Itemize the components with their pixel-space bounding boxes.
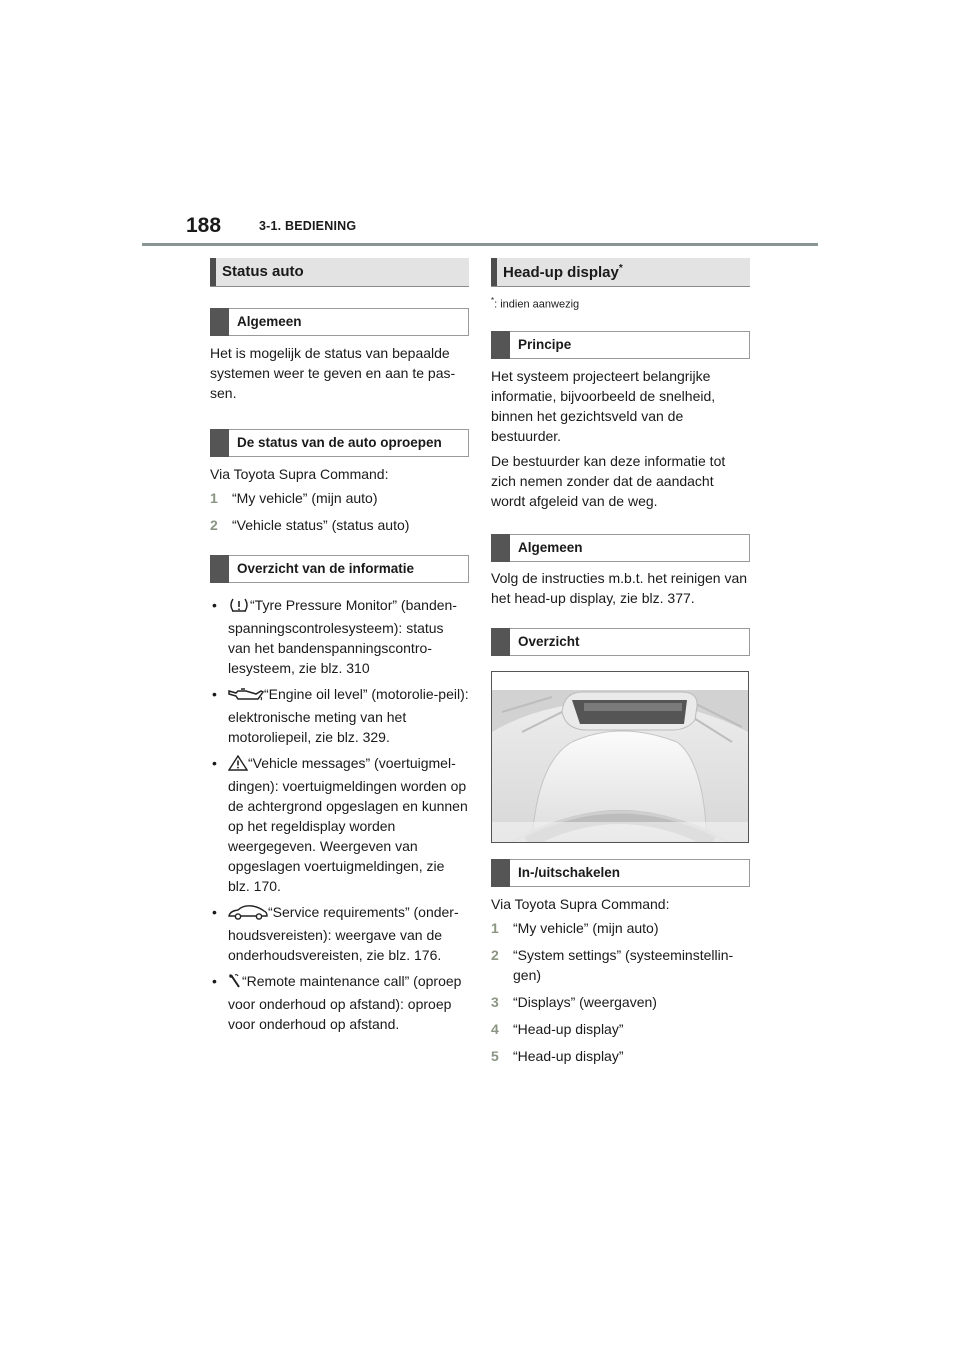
bullet: • bbox=[212, 904, 217, 920]
step-text: “Vehicle status” (status auto) bbox=[232, 517, 410, 533]
subhead-marker bbox=[210, 308, 229, 336]
toggle-intro: Via Toyota Supra Command: bbox=[491, 895, 670, 912]
wrench-icon bbox=[228, 973, 242, 994]
overview-item-oil bbox=[210, 684, 469, 747]
subhead-marker bbox=[210, 429, 229, 457]
section-title-status bbox=[210, 258, 469, 287]
subhead-general-hud bbox=[491, 534, 750, 562]
subhead-text: Algemeen bbox=[518, 539, 583, 555]
section-title-label: Head-up display bbox=[503, 264, 619, 281]
left-column bbox=[210, 258, 469, 1040]
footnote-text: : indien aanwezig bbox=[494, 298, 580, 311]
step-number: 2 bbox=[210, 517, 218, 533]
step-text: “My vehicle” (mijn auto) bbox=[232, 490, 378, 506]
subhead-text: Overzicht bbox=[518, 633, 580, 649]
bullet: • bbox=[212, 973, 217, 989]
step-item bbox=[491, 1046, 750, 1066]
step-number: 1 bbox=[210, 490, 218, 506]
toggle-steps bbox=[491, 918, 750, 1066]
step-text: “My vehicle” (mijn auto) bbox=[513, 919, 659, 936]
step-text: “Displays” (weergaven) bbox=[513, 993, 657, 1010]
overview-item-service bbox=[210, 902, 469, 965]
step-number: 4 bbox=[491, 1020, 499, 1037]
page-number: 188 bbox=[186, 214, 222, 237]
subhead-text: Overzicht van de informatie bbox=[237, 561, 415, 576]
footnote-mark: * bbox=[491, 296, 495, 305]
subhead-text: In-/uitschakelen bbox=[518, 864, 621, 880]
step-text: “Head-up display” bbox=[513, 1020, 624, 1037]
step-item bbox=[491, 945, 750, 985]
general-body: Het is mogelijk de status van bepaalde systemen weer te geven en aan te pas-sen. bbox=[210, 345, 456, 401]
section-marker bbox=[491, 258, 497, 286]
overview-list bbox=[210, 595, 469, 1034]
subhead-text: Algemeen bbox=[237, 314, 302, 329]
section-title-hud bbox=[491, 258, 750, 287]
subhead-principle bbox=[491, 331, 750, 359]
tire-pressure-icon bbox=[228, 597, 250, 618]
subhead-overview-hud bbox=[491, 628, 750, 656]
step-item bbox=[491, 992, 750, 1012]
oil-can-icon bbox=[228, 687, 264, 707]
subhead-marker bbox=[491, 331, 510, 359]
step-number: 2 bbox=[491, 946, 499, 963]
principle-body-2: De bestuurder kan deze informatie tot zich nemen zonder dat de aandacht wordt afgeleid van de weg. bbox=[491, 452, 726, 509]
bullet: • bbox=[212, 755, 217, 771]
step-text: “Head-up display” bbox=[513, 1047, 624, 1064]
subhead-general bbox=[210, 308, 469, 336]
section-marker bbox=[210, 258, 216, 286]
subhead-marker bbox=[210, 555, 229, 583]
warning-triangle-icon bbox=[228, 755, 248, 776]
overview-item-text: “Remote maintenance call” (oproep voor onderhoud op afstand): oproep voor onderhoud op afstand. bbox=[228, 973, 462, 1032]
right-column bbox=[491, 258, 750, 1073]
overview-item-tyre bbox=[210, 595, 469, 678]
overview-item-remote bbox=[210, 971, 469, 1034]
step-number: 1 bbox=[491, 919, 499, 936]
subhead-call-status bbox=[210, 429, 469, 457]
head-up-display-photo bbox=[491, 671, 749, 843]
step-item bbox=[491, 918, 750, 938]
call-status-steps bbox=[210, 488, 469, 535]
chapter-title: 3-1. BEDIENING bbox=[259, 219, 357, 233]
step-item bbox=[210, 488, 469, 508]
step-text: “System settings” (systeeminstellin-gen) bbox=[513, 946, 734, 983]
section-title-text bbox=[503, 263, 623, 281]
footnote bbox=[491, 293, 750, 313]
step-number: 3 bbox=[491, 993, 499, 1010]
overview-item-text: “Service requirements” (onder-houdsvereisten): weergave van de onderhoudsvereisten, zie blz. 176. bbox=[228, 904, 459, 963]
bullet: • bbox=[212, 686, 217, 702]
subhead-marker bbox=[491, 534, 510, 562]
step-number: 5 bbox=[491, 1047, 499, 1064]
subhead-toggle bbox=[491, 859, 750, 887]
asterisk-mark: * bbox=[618, 263, 623, 274]
bullet: • bbox=[212, 597, 217, 613]
subhead-text: Principe bbox=[518, 336, 572, 352]
general-hud-body: Volg de instructies m.b.t. het reinigen van het head-up display, zie blz. 377. bbox=[491, 569, 748, 606]
overview-item-text: “Vehicle messages” (voertuigmel-dingen): voertuigmeldingen worden op de achtergrond opgeslagen en kunnen op het regeldisplay worden weergegeven. Weergeven van opgeslagen voertuigmeldingen, zie blz. 170. bbox=[228, 755, 468, 894]
subhead-text: De status van de auto oproepen bbox=[237, 435, 442, 450]
step-item bbox=[210, 515, 469, 535]
step-item bbox=[491, 1019, 750, 1039]
subhead-overview bbox=[210, 555, 469, 583]
overview-item-text: “Engine oil level” (motorolie-peil): elektronische meting van het motoroliepeil, zie blz. 329. bbox=[228, 686, 469, 745]
overview-item-messages bbox=[210, 753, 469, 896]
section-title-text: Status auto bbox=[222, 263, 304, 280]
overview-item-text: “Tyre Pressure Monitor” (banden-spanningscontrolesysteem): status van het bandenspanningscontro-lesysteem, zie blz. 310 bbox=[228, 597, 457, 676]
call-status-intro: Via Toyota Supra Command: bbox=[210, 466, 389, 482]
subhead-marker bbox=[491, 628, 510, 656]
service-car-icon bbox=[228, 904, 268, 925]
subhead-marker bbox=[491, 859, 510, 887]
principle-body-1: Het systeem projecteert belangrijke informatie, bijvoorbeeld de snelheid, binnen het gezichtsveld van de bestuurder. bbox=[491, 367, 716, 444]
header-rule bbox=[142, 243, 818, 246]
